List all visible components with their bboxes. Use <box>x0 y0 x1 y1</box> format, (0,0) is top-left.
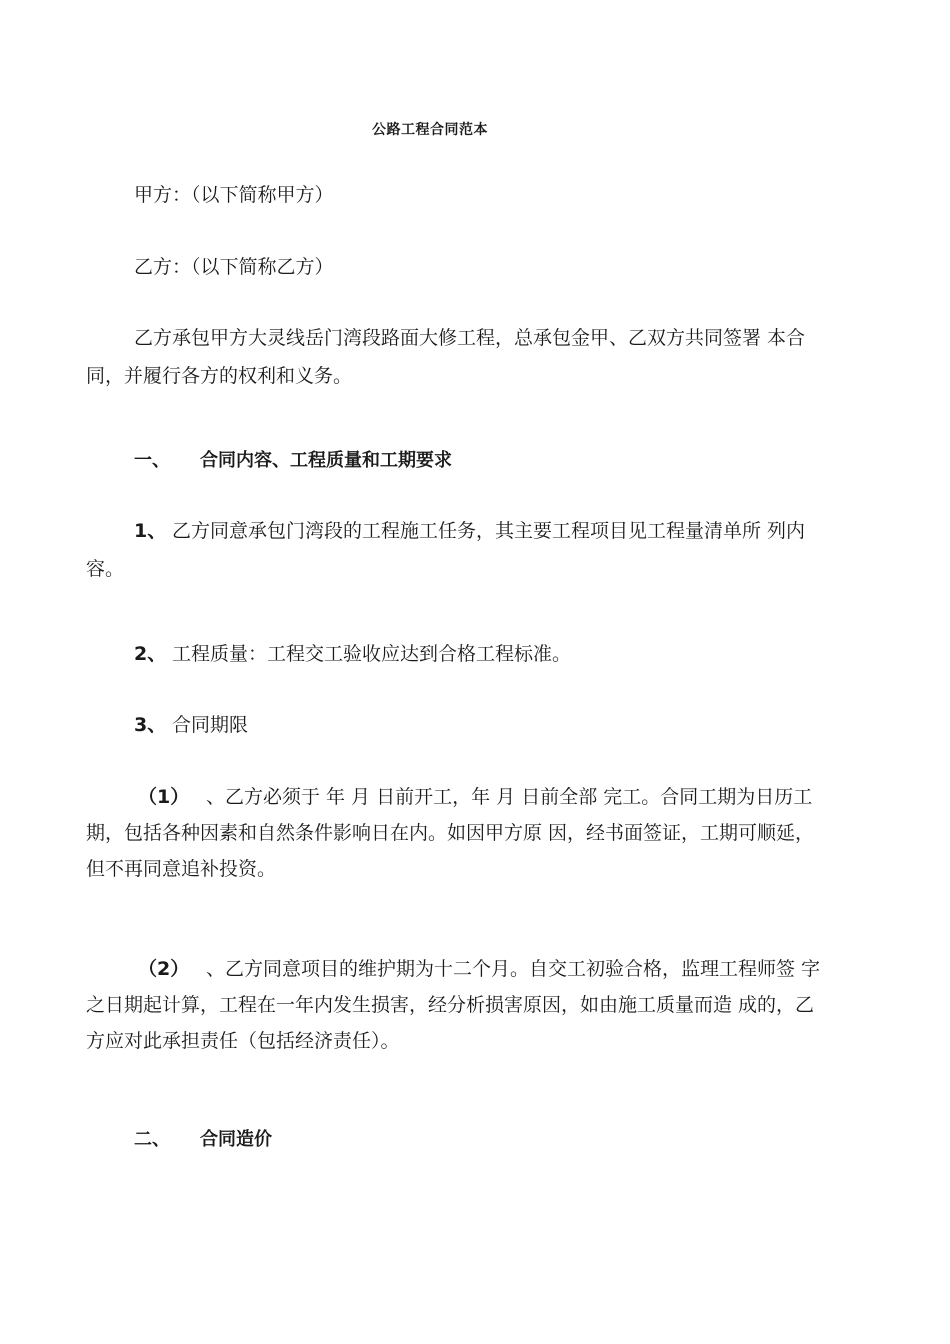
item-text: 合同期限 <box>172 714 249 736</box>
item-text: 乙方同意承包门湾段的工程施工任务，其主要工程项目见工程量清单所 列内 <box>172 520 806 542</box>
party-a-line: 甲方：（以下简称甲方） <box>134 184 334 206</box>
sub-item-text: 、乙方必须于 年 月 日前开工，年 月 日前全部 完工。合同工期为日历工 <box>206 786 813 808</box>
item-number: 3、 <box>134 714 167 736</box>
item-number: 1、 <box>134 520 167 542</box>
sub-item-1-line-2: 期，包括各种因素和自然条件影响日在内。如因甲方原 因，经书面签证，工期可顺延， <box>86 822 815 844</box>
section-heading-1 <box>134 446 452 476</box>
sub-item-2-line-2: 之日期起计算，工程在一年内发生损害，经分析损害原因，如由施工质量而造 成的，乙 <box>86 994 815 1016</box>
party-b-line: 乙方：（以下简称乙方） <box>134 256 334 278</box>
item-1-line-1 <box>86 516 876 546</box>
intro-line-1: 乙方承包甲方大灵线岳门湾段路面大修工程，总承包金甲、乙双方共同签署 本合 <box>134 327 806 349</box>
intro-line-2: 同，并履行各方的权利和义务。 <box>86 365 353 387</box>
item-number: 2、 <box>134 643 167 665</box>
sub-item-2-line-1 <box>86 954 876 984</box>
item-text: 工程质量：工程交工验收应达到合格工程标准。 <box>172 643 572 665</box>
section-title: 合同造价 <box>200 1129 272 1150</box>
sub-item-1-line-1 <box>86 782 876 812</box>
section-number: 一、 <box>134 450 170 471</box>
section-number: 二、 <box>134 1129 170 1150</box>
sub-item-number: （1） <box>138 786 190 808</box>
section-heading-2 <box>134 1125 272 1155</box>
intro-paragraph <box>86 323 876 391</box>
item-2 <box>134 639 571 669</box>
item-1-paragraph <box>86 516 876 584</box>
sub-item-1-paragraph <box>86 782 876 884</box>
sub-item-2-paragraph <box>86 954 876 1056</box>
section-title: 合同内容、工程质量和工期要求 <box>200 450 452 471</box>
document-title: 公路工程合同范本 <box>372 122 488 138</box>
sub-item-number: （2） <box>138 958 190 980</box>
sub-item-1-line-3: 但不再同意追补投资。 <box>86 858 277 880</box>
item-3 <box>134 710 248 740</box>
sub-item-text: 、乙方同意项目的维护期为十二个月。自交工初验合格，监理工程师签 字 <box>206 958 821 980</box>
sub-item-2-line-3: 方应对此承担责任（包括经济责任）。 <box>86 1030 400 1052</box>
item-1-line-2: 容。 <box>86 558 125 580</box>
